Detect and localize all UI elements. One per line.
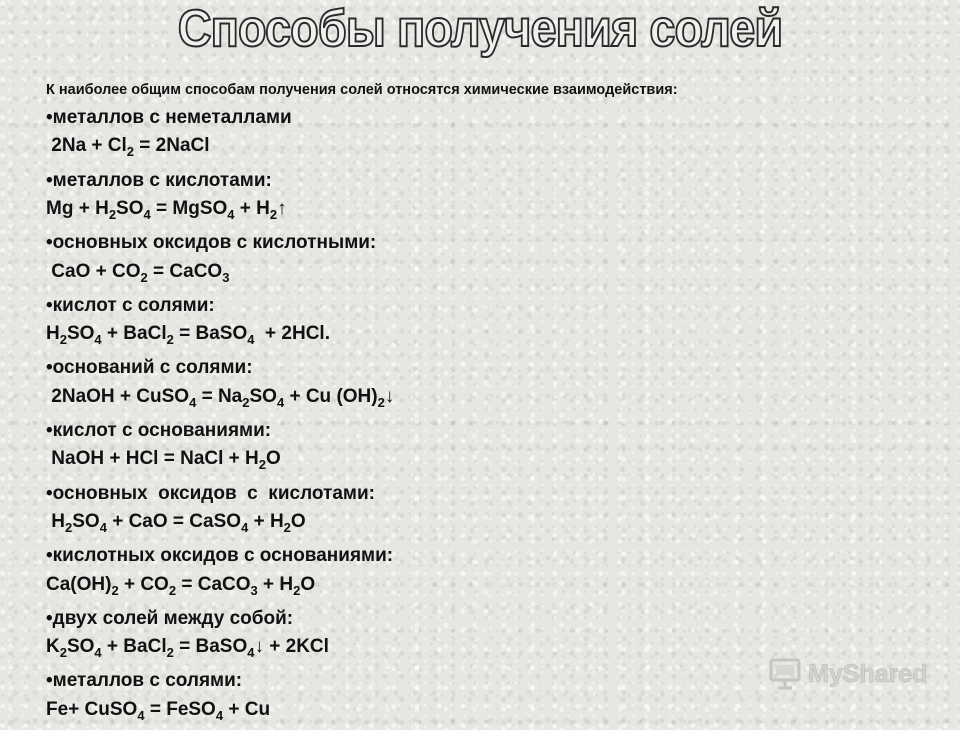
subscript: 4 [189,394,197,410]
formula-text: O [300,573,316,595]
formula-text: SO [66,323,95,345]
line-prefix: • [46,357,53,379]
formula-text: металлов с кислотами: [52,169,272,191]
subscript: 4 [215,707,224,723]
intro-text: К наиболее общим способам получения солей относятся химические взаимодействия: [46,82,678,98]
formula-text: + BaCl [101,323,167,345]
subscript: 2 [111,582,119,598]
formula-text: = CaCO [147,260,223,282]
formula-text: + H [257,573,294,595]
list-heading [46,480,926,508]
formula-text: NaOH + HCl = NaCl + H [51,448,259,470]
list-heading [46,229,926,257]
page-title: Способы получения солей [177,0,783,58]
subscript: 4 [137,707,145,723]
subscript: 4 [247,645,255,661]
formula-text: SO [66,636,95,658]
formula-text: Mg + H [46,198,109,220]
line-prefix: • [46,232,53,254]
formula-text: = FeSO [144,698,216,720]
formula-text: 2NaOH + CuSO [51,385,190,407]
formula-text: K [46,636,60,658]
subscript: 2 [283,519,291,535]
formula-text: CaO + CO [51,260,141,282]
subscript: 4 [247,332,255,348]
subscript: 2 [377,394,385,410]
formula-text: SO [116,198,144,220]
formula-text: Ca(OH) [46,573,112,595]
formula-text: 2Na + Cl [51,135,127,157]
equation-line [46,508,926,542]
subscript: 2 [166,332,174,348]
list-heading [46,354,926,382]
formula-text: O [290,511,306,533]
list-heading [46,167,926,195]
line-prefix: • [46,107,53,128]
formula-text: ↓ + 2KCl [254,636,329,658]
formula-text: + Cu [223,698,271,720]
subscript: 4 [241,519,249,535]
subscript: 2 [166,645,174,661]
formula-text: Fe+ CuSO [46,698,138,720]
list-heading [46,605,926,633]
equation-line [46,132,926,166]
formula-text: = BaSO [173,323,248,345]
formula-text: SO [72,511,100,533]
formula-text: основных оксидов с кислотами: [52,482,375,504]
formula-text: = BaSO [173,636,248,658]
formula-text: H [46,323,60,345]
formula-text: кислотных оксидов с основаниями: [52,545,394,567]
formula-text: ↓ [384,385,395,407]
formula-text: металлов с неметаллами [52,107,292,128]
watermark-text: MyShared [808,659,928,688]
subscript: 2 [258,457,266,473]
presentation-board-icon [768,657,802,691]
slide-body [46,80,926,730]
equation-line [46,445,926,479]
reaction-list [46,104,926,730]
formula-text: кислот с основаниями: [52,420,272,442]
formula-text: + H [234,198,270,220]
subscript: 2 [59,332,67,348]
equation-line [46,383,926,417]
subscript: 2 [293,582,301,598]
watermark [768,654,927,694]
list-heading [46,417,926,445]
formula-text: кислот с солями: [52,294,215,316]
equation-line [46,258,926,292]
subscript: 4 [99,519,107,535]
equation-line [46,696,926,730]
formula-text: ↑ [277,198,287,220]
formula-text: = Na [196,385,243,407]
list-heading [46,542,926,570]
subscript: 4 [94,645,102,661]
formula-text: O [266,448,281,470]
formula-text: = CaCO [176,573,251,595]
subscript: 2 [126,144,135,160]
formula-text: + CaO = CaSO [106,511,242,533]
line-prefix: • [46,607,53,629]
subscript: 4 [276,394,285,410]
line-prefix: • [46,670,53,692]
subscript: 4 [143,206,151,222]
formula-text: + Cu (OH) [284,385,378,407]
subscript: 2 [108,206,117,222]
formula-text: основных оксидов с кислотными: [52,232,377,254]
formula-text: SO [249,385,277,407]
formula-text: = MgSO [150,198,228,220]
formula-text: + CO [118,573,169,595]
line-prefix: • [46,545,53,567]
formula-text: H [51,511,66,533]
formula-text: двух солей между собой: [52,607,294,629]
subscript: 2 [140,269,148,285]
formula-text: + H [248,511,284,533]
line-prefix: • [46,420,53,442]
equation-line [46,195,926,229]
subscript: 4 [227,206,235,222]
subscript: 2 [269,206,278,222]
subscript: 3 [250,582,258,598]
formula-text: оснований с солями: [52,357,253,379]
line-prefix: • [46,294,53,316]
subscript: 4 [94,332,102,348]
list-heading [46,292,926,320]
subscript: 2 [168,582,177,598]
subscript: 2 [242,394,250,410]
formula-text: металлов с солями: [52,670,243,692]
line-prefix: • [46,169,53,191]
equation-line [46,320,926,354]
subscript: 2 [65,519,73,535]
list-heading [46,104,926,132]
formula-text: = 2NaCl [134,135,210,157]
subscript: 2 [59,645,67,661]
subscript: 3 [222,269,230,285]
line-prefix: • [46,482,53,504]
formula-text: + BaCl [101,636,167,658]
formula-text: + 2HCl. [254,323,330,345]
equation-line [46,571,926,605]
